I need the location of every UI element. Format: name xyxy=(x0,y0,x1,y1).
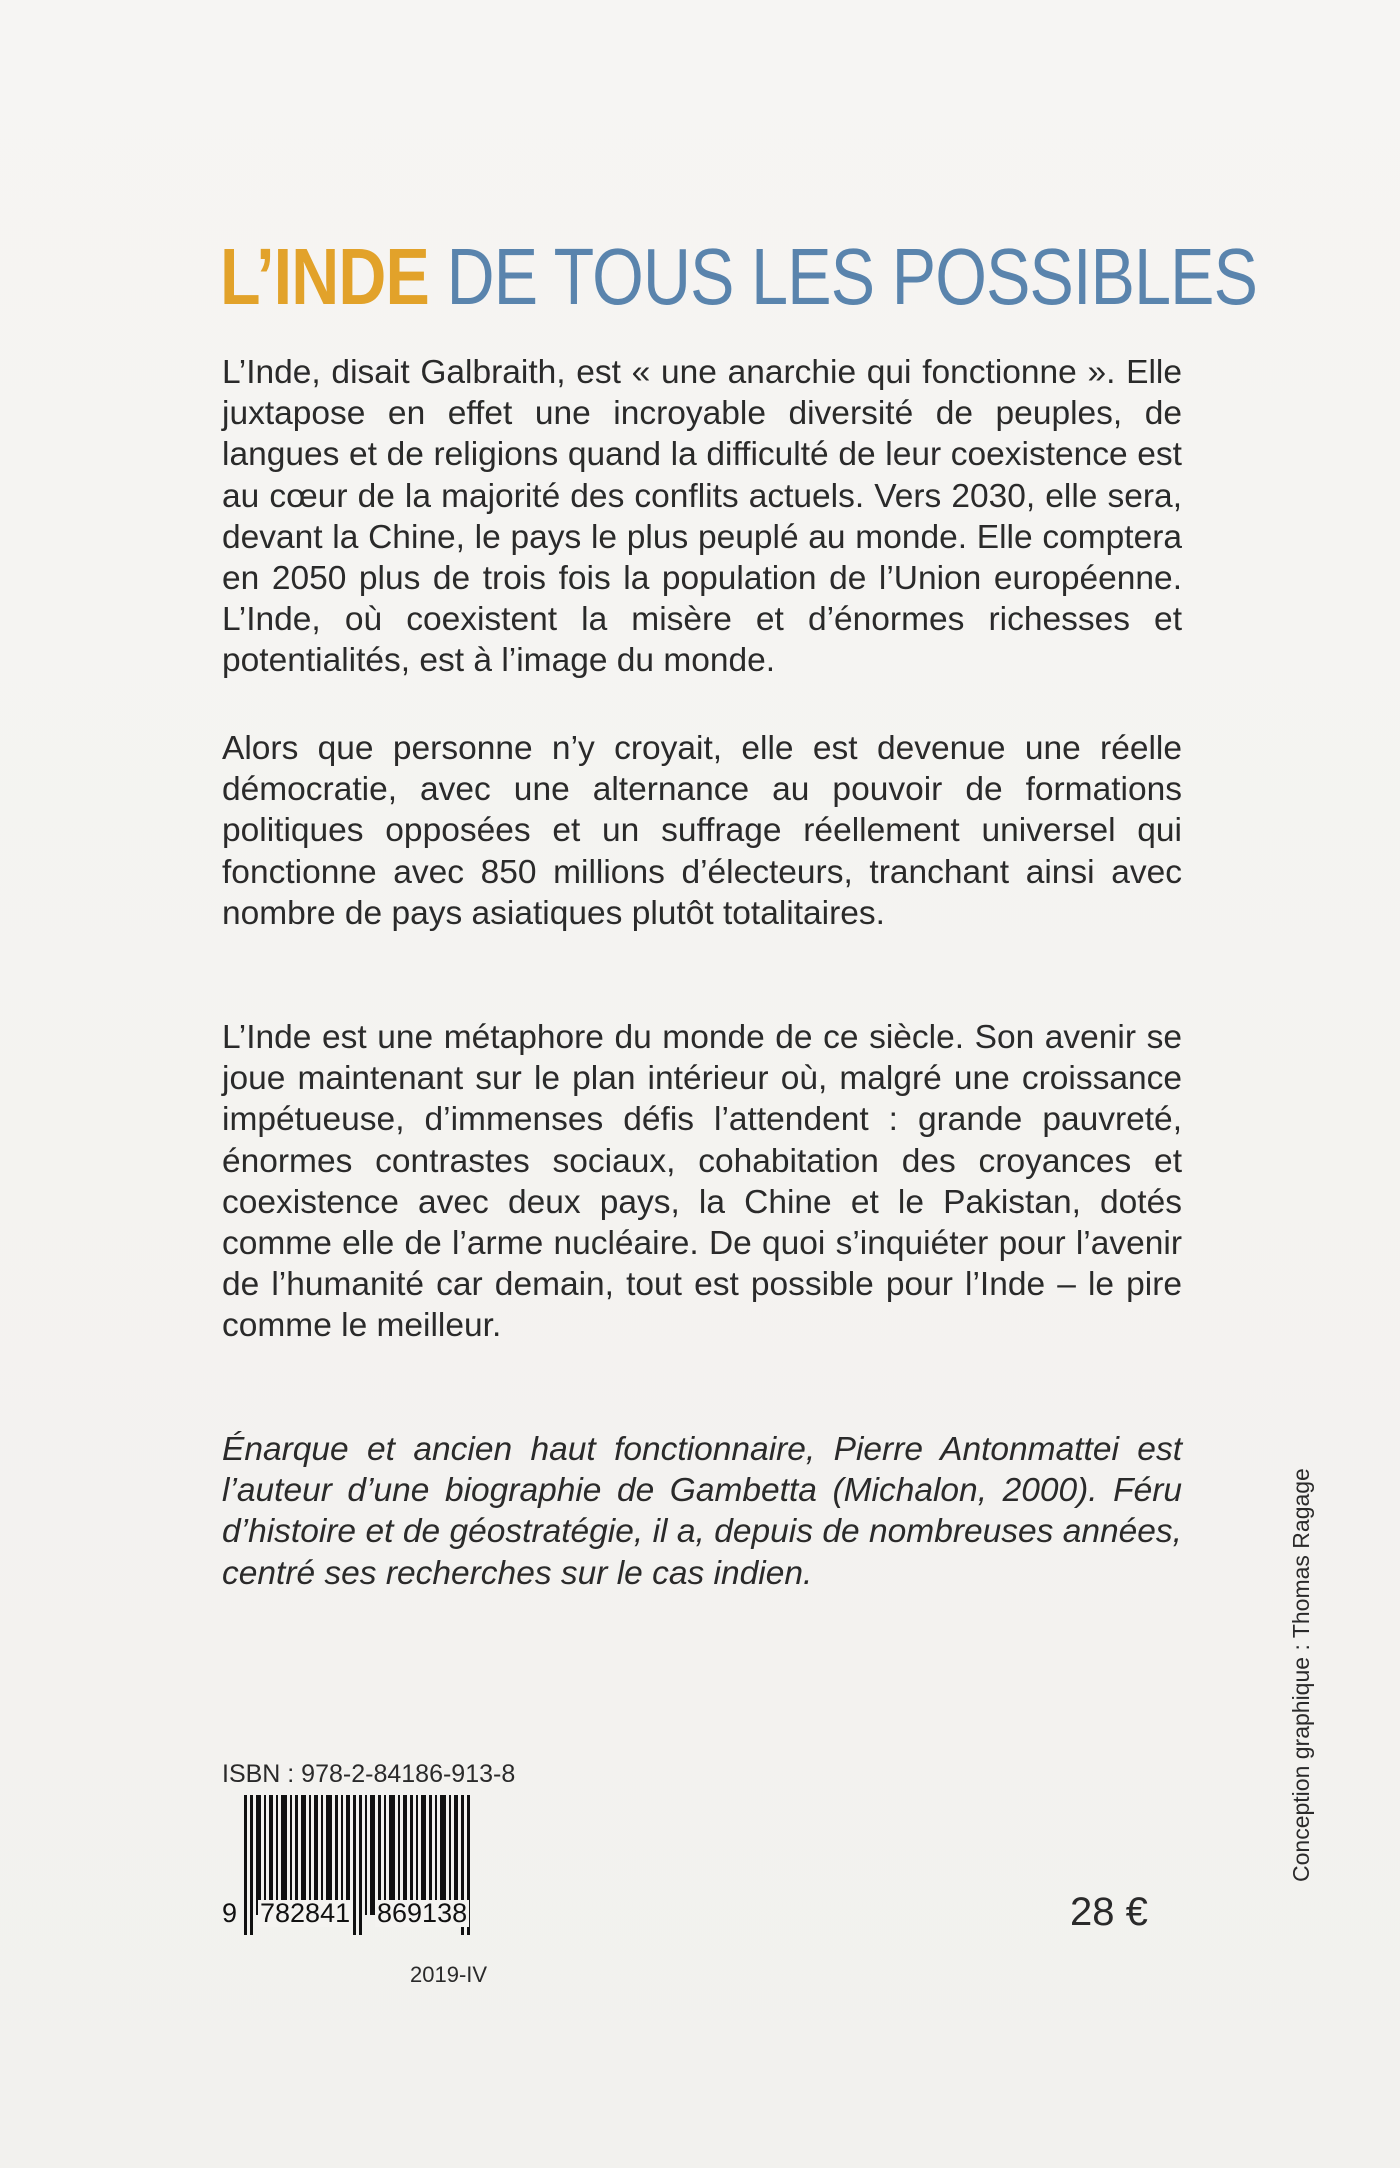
price: 28 € xyxy=(1070,1890,1148,1934)
description-paragraph-2: Alors que personne n’y croyait, elle est devenue une réelle démocratie, avec une alternance au pouvoir de formations politiques opposées et un suffrage réellement universel qui fonctionne avec 850 millions d’électeurs, tranchant ainsi avec nombre de pays asiatiques plutôt totalitaires. xyxy=(222,730,1182,932)
barcode-digits-left: 782841 xyxy=(260,1898,351,1928)
author-bio: Énarque et ancien haut fonctionnaire, Pierre Antonmattei est l’auteur d’une biographie de Gambetta (Michalon, 2000). Féru d’histoire et de géostratégie, il a, depuis de nombreuses années, centré ses recherches sur le cas indien. xyxy=(222,1431,1182,1592)
description-paragraph-3: L’Inde est une métaphore du monde de ce siècle. Son avenir se joue maintenant sur le plan intérieur où, malgré une croissance impétueuse, d’immenses défis l’attendent : grande pauvreté, énormes contrastes sociaux, cohabitation des croyances et coexistence avec deux pays, la Chine et le Pakistan, dotés comme elle de l’arme nucléaire. De quoi s’inquiéter pour l’avenir de l’humanité car demain, tout est possible pour l’Inde – le pire comme le meilleur. xyxy=(222,1019,1182,1345)
title-rest: DE TOUS LES POSSIBLES xyxy=(429,231,1258,321)
isbn-label: ISBN : 978-2-84186-913-8 xyxy=(222,1760,516,1788)
edition-code: 2019-IV xyxy=(410,1962,488,1987)
barcode-digits-right: 869138 xyxy=(377,1898,468,1928)
title-highlight: L’INDE xyxy=(220,231,430,321)
design-credit: Conception graphique : Thomas Ragage xyxy=(1288,1468,1314,1882)
description-paragraph-1: L’Inde, disait Galbraith, est « une anarchie qui fonctionne ». Elle juxtapose en effet une incroyable diversité de peuples, de langues et de religions quand la difficulté de leur coexistence est au cœur de la majorité des conflits actuels. Vers 2030, elle sera, devant la Chine, le pays le plus peuplé au monde. Elle comptera en 2050 plus de trois fois la population de l’Union européenne. L’Inde, où coexistent la misère et d’énormes richesses et potentialités, est à l’image du monde. xyxy=(222,354,1182,680)
barcode-digit-first: 9 xyxy=(222,1898,238,1928)
book-title xyxy=(220,231,1258,321)
